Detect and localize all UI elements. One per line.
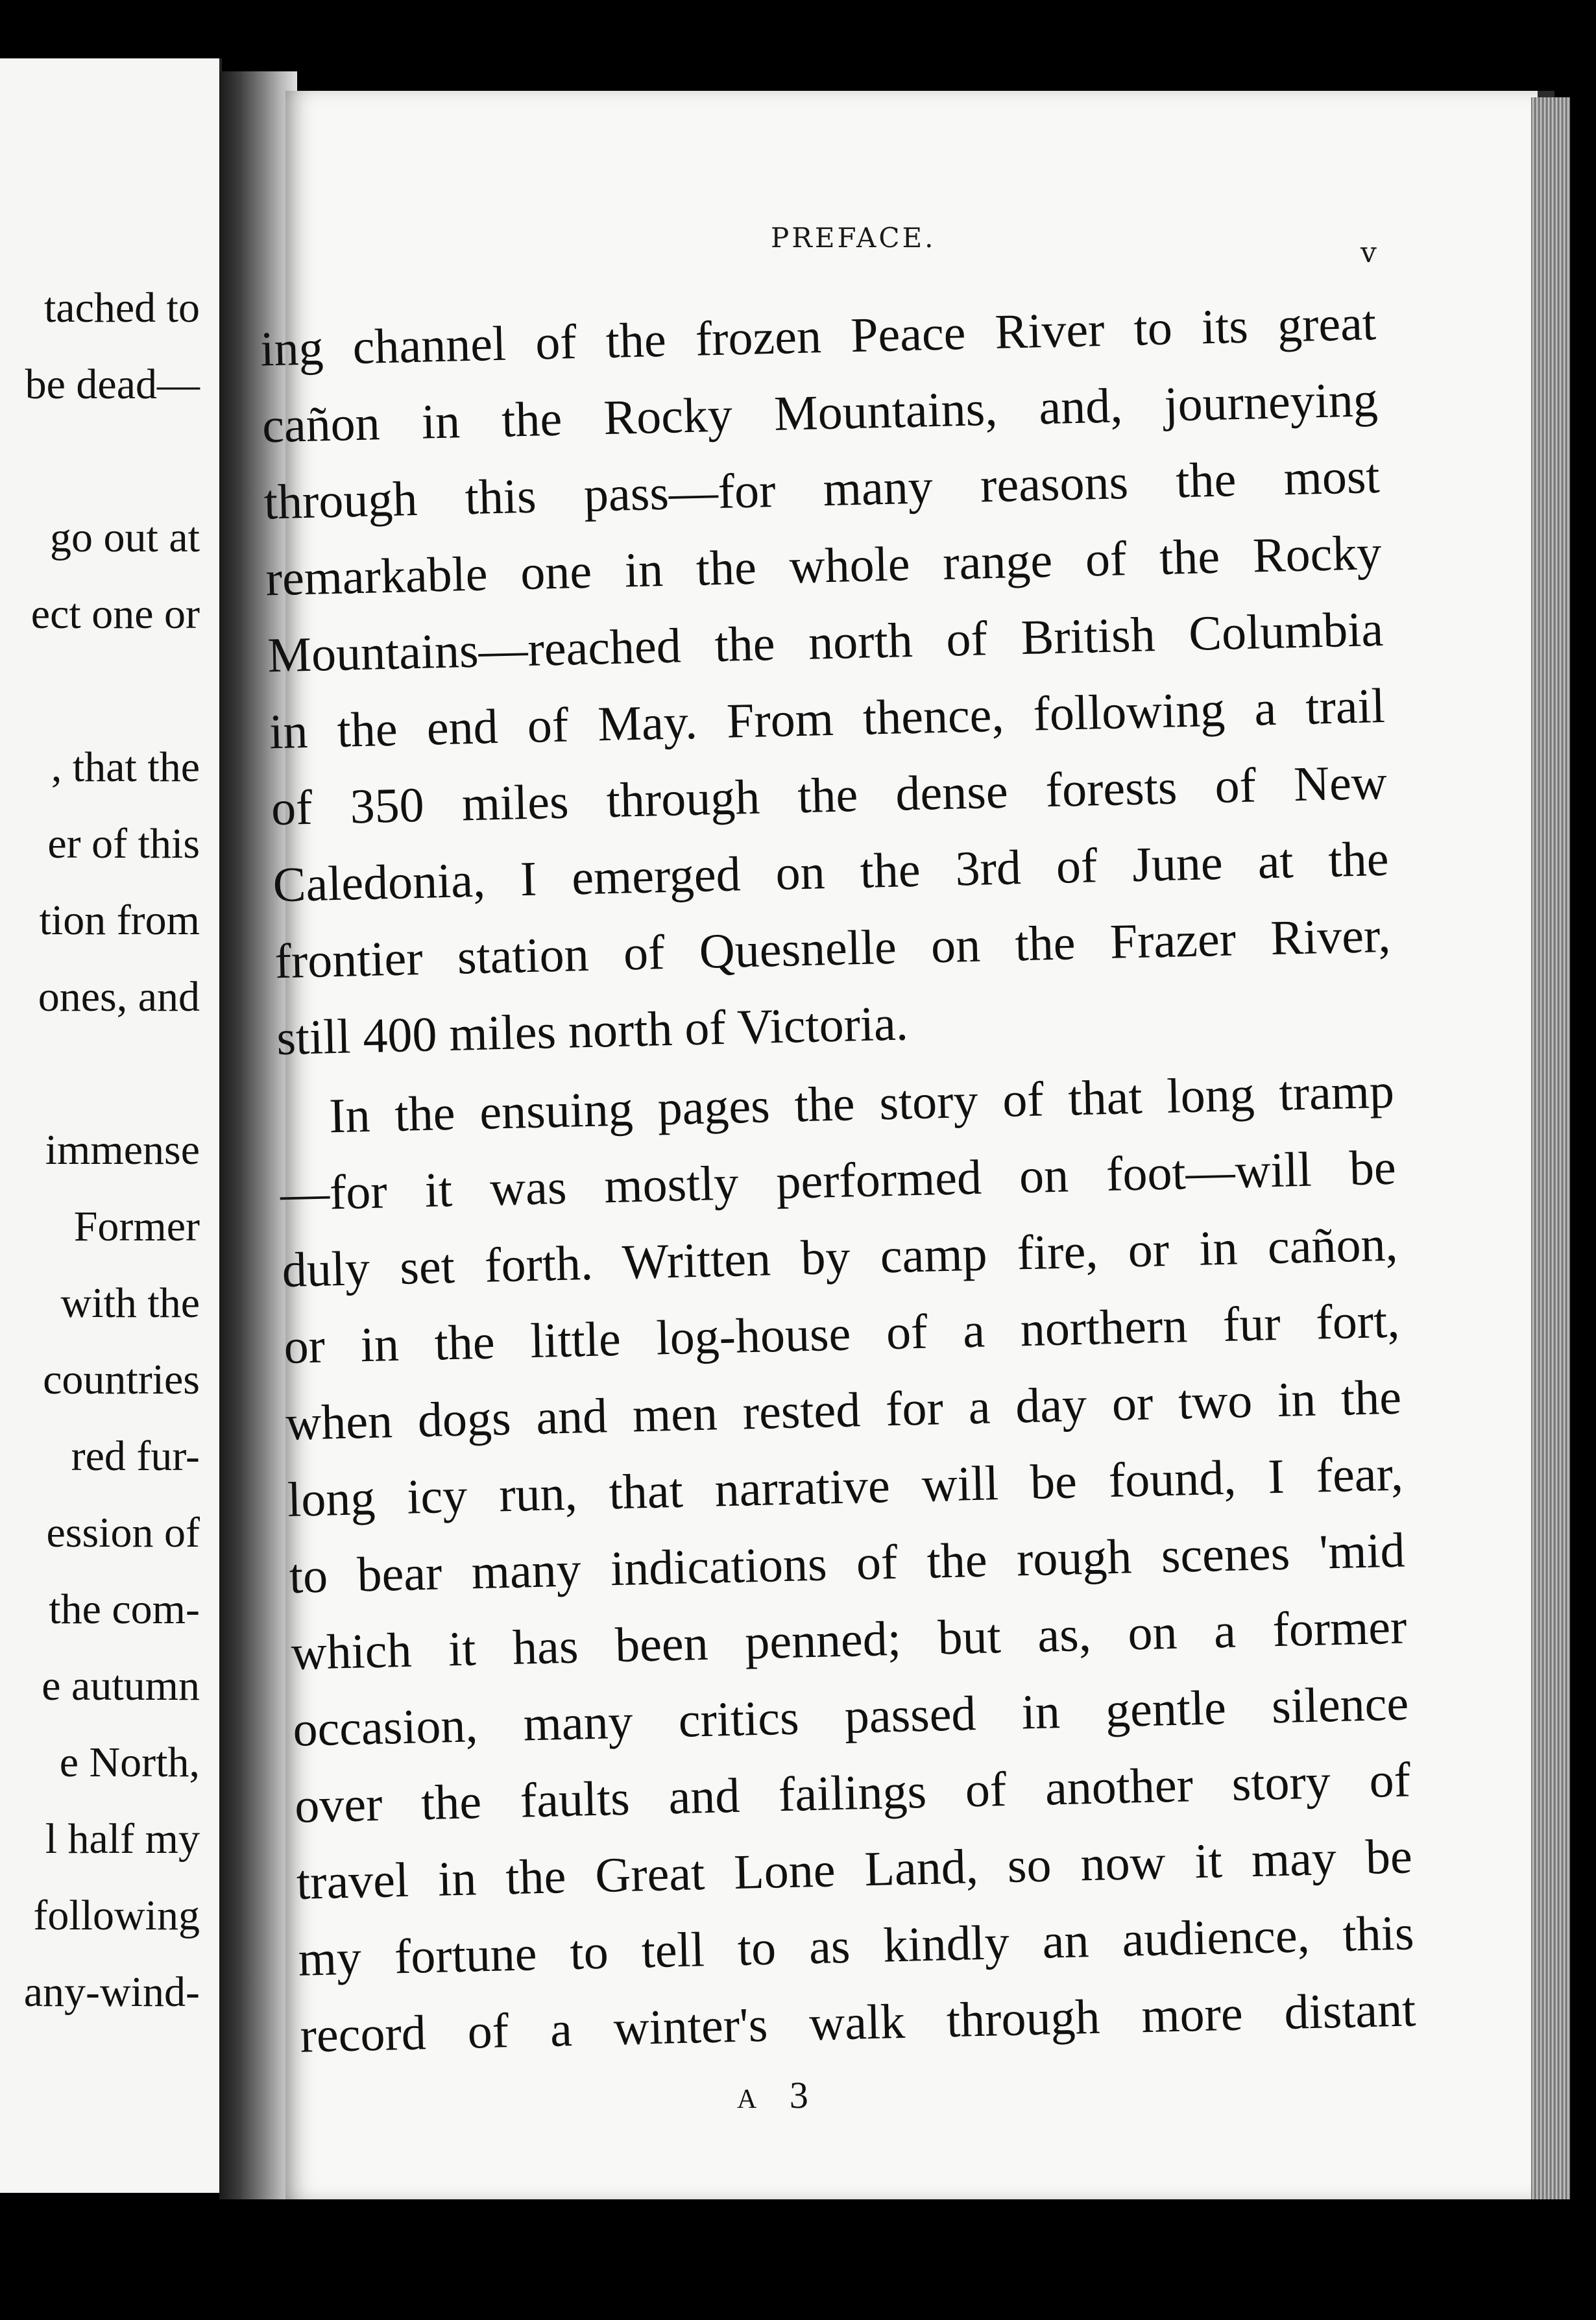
text-line: duly set forth. Written by camp fire, or in cañon, bbox=[281, 1216, 1399, 1298]
left-page-line: tached to bbox=[43, 284, 200, 332]
left-page-line: any-wind- bbox=[23, 1968, 200, 2016]
text-line: ing channel of the frozen Peace River to its great bbox=[260, 296, 1377, 377]
left-page-line: Former bbox=[73, 1203, 200, 1250]
left-page-line: be dead— bbox=[25, 361, 200, 408]
left-page-line: er of this bbox=[47, 820, 200, 867]
signature-mark bbox=[737, 2073, 820, 2117]
signature-letter: A bbox=[737, 2084, 769, 2114]
left-page-line: e North, bbox=[59, 1739, 200, 1786]
text-line: In the ensuing pages the story of that long tramp bbox=[328, 1063, 1395, 1144]
text-line: still 400 miles north of Victoria. bbox=[276, 996, 909, 1066]
text-line: or in the little log-house of a northern fur fort, bbox=[283, 1293, 1401, 1375]
left-page-line: l half my bbox=[45, 1815, 200, 1863]
page-number: v bbox=[1360, 236, 1377, 269]
left-page-line: ession of bbox=[46, 1509, 200, 1556]
left-facing-page bbox=[0, 58, 222, 2193]
text-line: through this pass—for many reasons the most bbox=[263, 448, 1381, 530]
left-page-line: , that the bbox=[51, 743, 200, 791]
text-line: frontier station of Quesnelle on the Frazer River, bbox=[274, 908, 1392, 989]
text-line: to bear many indications of the rough scenes 'mid bbox=[288, 1523, 1406, 1604]
text-line: long icy run, that narrative will be found, I fear, bbox=[287, 1446, 1404, 1528]
text-line: which it has been penned; but as, on a former bbox=[290, 1599, 1408, 1680]
text-line: —for it was mostly performed on foot—will be bbox=[280, 1140, 1397, 1222]
running-head: PREFACE. bbox=[771, 222, 936, 254]
left-page-line: following bbox=[33, 1892, 200, 1939]
text-line: travel in the Great Lone Land, so now it may be bbox=[296, 1829, 1413, 1910]
text-line: record of a winter's walk through more distant bbox=[299, 1982, 1417, 2063]
left-page-line: ones, and bbox=[38, 973, 200, 1021]
left-page-line: the com- bbox=[49, 1586, 200, 1633]
left-page-line: ect one or bbox=[30, 590, 200, 638]
text-line: cañon in the Rocky Mountains, and, journeying bbox=[261, 372, 1379, 453]
left-page-line: countries bbox=[43, 1356, 200, 1403]
left-page-line: go out at bbox=[50, 514, 200, 561]
text-line: in the end of May. From thence, following a trail bbox=[269, 678, 1386, 760]
left-page-line: red fur- bbox=[71, 1432, 200, 1480]
left-page-line: tion from bbox=[39, 897, 200, 944]
text-line: my fortune to tell to as kindly an audience, this bbox=[297, 1905, 1415, 1987]
text-line: Caledonia, I emerged on the 3rd of June at the bbox=[272, 831, 1390, 913]
signature-number: 3 bbox=[789, 2074, 820, 2116]
text-line: of 350 miles through the dense forests of New bbox=[271, 755, 1388, 836]
text-line: occasion, many critics passed in gentle silence bbox=[292, 1676, 1410, 1757]
left-page-line: with the bbox=[60, 1279, 200, 1327]
left-page-line: immense bbox=[45, 1126, 200, 1174]
text-line: remarkable one in the whole range of the Rocky bbox=[265, 525, 1383, 607]
body-text bbox=[260, 298, 1417, 2102]
text-line: Mountains—reached the north of British Columbia bbox=[267, 601, 1384, 683]
page-edge bbox=[1531, 97, 1570, 2199]
left-page-line: e autumn bbox=[42, 1662, 200, 1710]
text-line: when dogs and men rested for a day or two in the bbox=[285, 1370, 1402, 1451]
text-line: over the faults and failings of another story of bbox=[294, 1752, 1411, 1833]
